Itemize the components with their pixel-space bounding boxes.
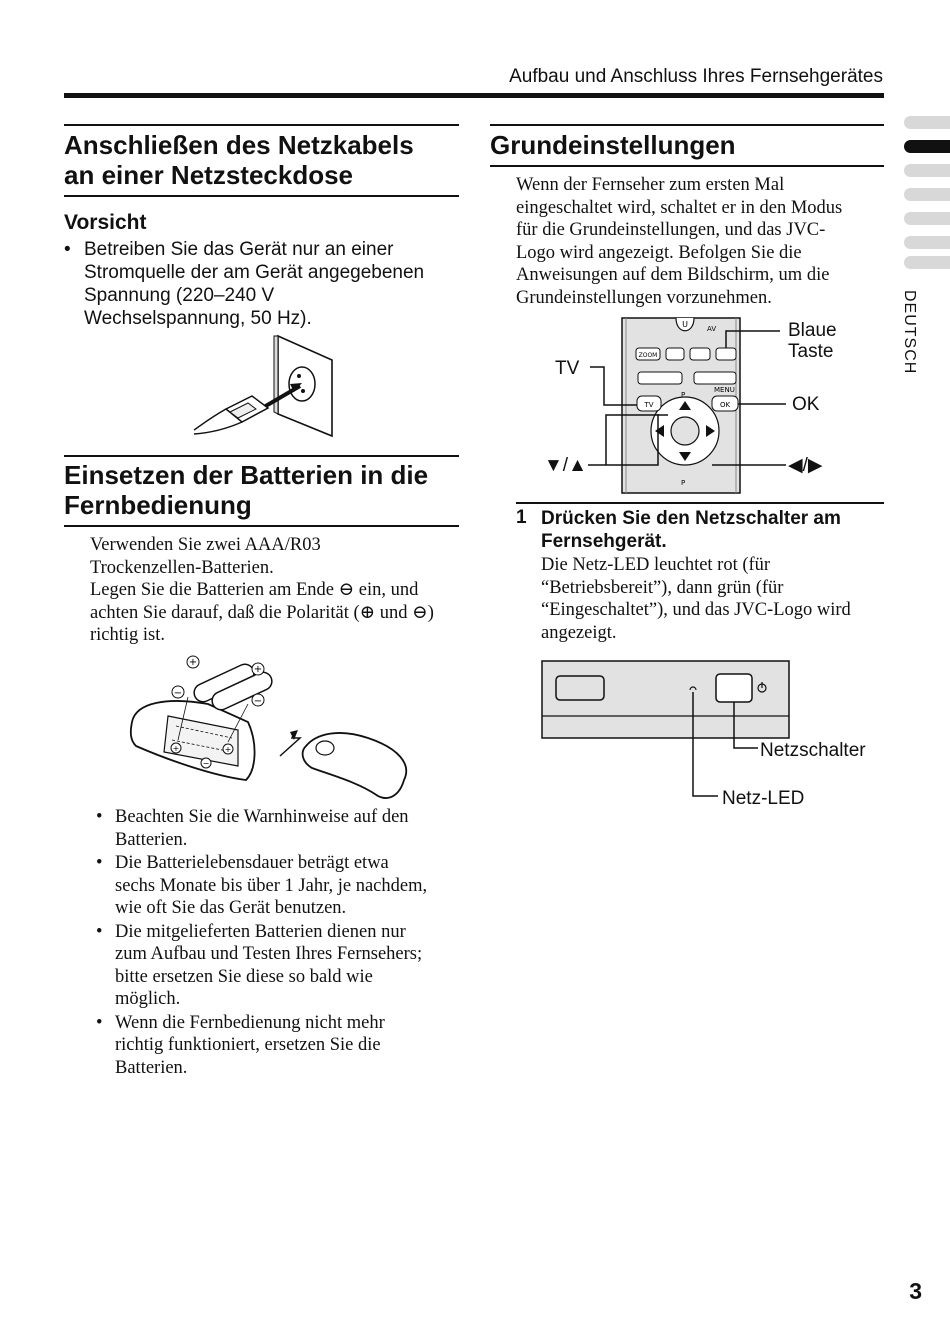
section-rule <box>490 124 884 126</box>
list-item: • Wenn die Fernbedienung nicht mehr richtig funktioniert, ersetzen Sie die Batterien. <box>96 1012 464 1080</box>
section-heading-power: Anschließen des Netzkabels an einer Netzsteckdose <box>64 130 414 190</box>
power-plug-illustration <box>190 334 335 438</box>
section-rule <box>64 195 459 197</box>
section-rule <box>490 165 884 167</box>
language-tab-label: DEUTSCH <box>901 290 918 375</box>
step-number: 1 <box>516 507 527 528</box>
svg-text:U: U <box>682 320 688 329</box>
power-switch-callout: Netzschalter <box>760 740 866 761</box>
svg-text:+: + <box>172 744 180 753</box>
menu-button-label: MENU <box>714 386 735 394</box>
side-tab-active <box>904 140 950 153</box>
tv-button-callout: TV <box>555 358 580 379</box>
caution-title: Vorsicht <box>64 211 147 234</box>
side-tab <box>904 212 950 225</box>
ok-button-label: OK <box>719 401 731 409</box>
svg-text:−: − <box>253 696 263 707</box>
zoom-button-label: ZOOM <box>638 352 658 359</box>
tv-button-label: TV <box>644 401 654 409</box>
running-title: Aufbau und Anschluss Ihres Fernsehgerätes <box>509 66 883 87</box>
section-heading-setup: Grundeinstellungen <box>490 130 736 160</box>
caution-text: • Betreiben Sie das Gerät nur an einer Stromquelle der am Gerät angegebenen Spannung (220–240 V Wechselspannung, 50 Hz). <box>64 239 425 329</box>
power-led-callout: Netz-LED <box>722 788 805 809</box>
section-heading-batteries: Einsetzen der Batterien in die Fernbedienung <box>64 460 429 520</box>
battery-insertion-illustration <box>128 652 413 804</box>
header-rule <box>64 93 884 98</box>
side-tab <box>904 236 950 249</box>
section-rule <box>64 455 459 457</box>
battery-intro: Verwenden Sie zwei AAA/R03 Trockenzellen-Batterien. Legen Sie die Batterien am Ende ⊖ ein, und achten Sie darauf, daß die Polarität (⊕ und ⊖) richtig ist. <box>90 535 434 645</box>
page-number: 3 <box>909 1278 922 1304</box>
left-right-callout: ◀/▶ <box>788 455 823 476</box>
list-item: • Die mitgelieferten Batterien dienen nur zum Aufbau und Testen Ihres Fernsehers; bitte ersetzen Sie diese so bald wie möglich. <box>96 921 464 1011</box>
svg-text:−: − <box>173 688 183 699</box>
side-tab <box>904 256 950 269</box>
step-description: Die Netz-LED leuchtet rot (für “Betriebsbereit”), dann grün (für “Eingeschaltet”), und das JVC-Logo wird angezeigt. <box>541 555 851 643</box>
av-button-label: AV <box>707 325 717 333</box>
list-item: • Beachten Sie die Warnhinweise auf den Batterien. <box>96 806 464 851</box>
side-tab <box>904 188 950 201</box>
side-tab <box>904 116 950 129</box>
setup-intro: Wenn der Fernseher zum ersten Mal eingeschaltet wird, schaltet er in den Modus für die Grundeinstellungen, und das JVC- Logo wird angezeigt. Befolgen Sie die Anweisungen auf dem Bildschirm, um die Grundeinstellungen vorzunehmen. <box>516 175 843 308</box>
svg-text:+: + <box>253 664 263 675</box>
section-rule <box>64 124 459 126</box>
svg-text:−: − <box>202 759 210 768</box>
p-down-label: P <box>681 479 686 487</box>
p-up-label: P <box>681 391 686 399</box>
section-rule <box>64 525 459 527</box>
section-rule <box>516 502 884 504</box>
up-down-callout: ▼/▲ <box>544 455 587 476</box>
step-title: Drücken Sie den Netzschalter am Fernsehgerät. <box>541 508 841 552</box>
svg-text:+: + <box>188 657 198 668</box>
tv-front-panel-figure <box>540 658 792 804</box>
blue-button-callout: Blaue Taste <box>788 320 837 362</box>
svg-text:+: + <box>224 745 232 754</box>
ok-button-callout: OK <box>792 394 820 415</box>
battery-notes <box>96 806 464 1080</box>
list-item: • Die Batterielebensdauer beträgt etwa sechs Monate bis über 1 Jahr, je nachdem, wie oft Sie das Gerät benutzen. <box>96 852 464 920</box>
side-tab <box>904 164 950 177</box>
